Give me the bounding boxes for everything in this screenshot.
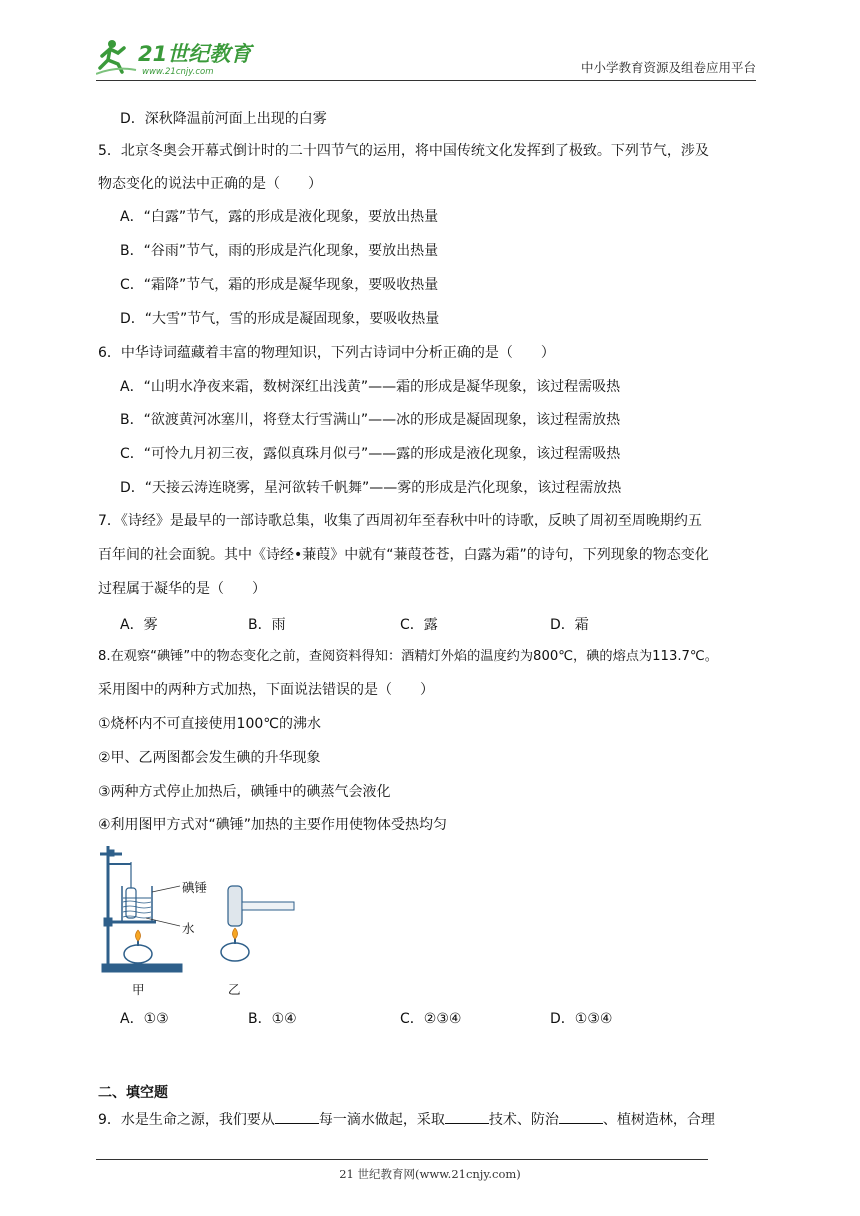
label-water: 水 bbox=[182, 921, 195, 936]
section-2-title: 二、填空题 bbox=[98, 1085, 168, 1101]
logo-url: www.21cnjy.com bbox=[142, 67, 214, 77]
q5-stem-line1: 5．北京冬奥会开幕式倒计时的二十四节气的运用，将中国传统文化发挥到了极致。下列节气，涉及 bbox=[98, 143, 709, 159]
flame-jia-icon bbox=[136, 930, 141, 941]
header-platform-text: 中小学教育资源及组卷应用平台 bbox=[580, 60, 756, 75]
q6-option-a: A．“山明水净夜来霜，数树深红出浅黄”——霜的形成是凝华现象，该过程需吸热 bbox=[120, 379, 621, 395]
q9-stem bbox=[98, 1110, 715, 1129]
q7-option-c: C．露 bbox=[400, 617, 438, 633]
q5-option-d: D．“大雪”节气，雪的形成是凝固现象，要吸收热量 bbox=[120, 311, 440, 327]
q5-option-c: C．“霜降”节气，霜的形成是凝华现象，要吸收热量 bbox=[120, 277, 439, 293]
q6-stem: 6．中华诗词蕴藏着丰富的物理知识，下列古诗词中分析正确的是（ ） bbox=[98, 345, 555, 361]
q7-option-d: D．霜 bbox=[550, 617, 589, 633]
header-divider bbox=[96, 80, 756, 81]
q9-blank-1[interactable] bbox=[275, 1110, 319, 1124]
q7-stem-line3: 过程属于凝华的是（ ） bbox=[98, 581, 266, 597]
q5-option-b: B．“谷雨”节气，雨的形成是汽化现象，要放出热量 bbox=[120, 243, 439, 259]
q6-option-b: B．“欲渡黄河冰塞川，将登太行雪满山”——冰的形成是凝固现象，该过程需放热 bbox=[120, 412, 621, 428]
q8-stem-line2: 采用图中的两种方式加热，下面说法错误的是（ ） bbox=[98, 682, 434, 698]
q9-part-2: 每一滴水做起，采取 bbox=[318, 1112, 445, 1128]
q8-option-a: A．①③ bbox=[120, 1011, 169, 1027]
apparatus-jia bbox=[100, 846, 182, 972]
q9-blank-3[interactable] bbox=[559, 1110, 603, 1124]
q8-statement-2: ②甲、乙两图都会发生碘的升华现象 bbox=[98, 750, 321, 766]
q9-part-3: 技术、防治 bbox=[488, 1112, 559, 1128]
q7-option-b: B．雨 bbox=[248, 617, 286, 633]
q8-statement-3: ③两种方式停止加热后，碘锤中的碘蒸气会液化 bbox=[98, 784, 391, 800]
q7-stem-line1: 7．《诗经》是最早的一部诗歌总集，收集了西周初年至春秋中叶的诗歌，反映了周初至周晚期约五 bbox=[98, 513, 702, 529]
q6-option-d: D．“天接云涛连晓雾，星河欲转千帆舞”——雾的形成是汽化现象，该过程需放热 bbox=[120, 480, 622, 496]
q8-statement-4: ④利用图甲方式对“碘锤”加热的主要作用使物体受热均匀 bbox=[98, 817, 448, 833]
q8-option-b: B．①④ bbox=[248, 1011, 297, 1027]
q7-stem-line2: 百年间的社会面貌。其中《诗经•蒹葭》中就有“蒹葭苍苍，白露为霜”的诗句，下列现象的物态变化 bbox=[98, 547, 709, 563]
runner-icon bbox=[96, 40, 136, 74]
q9-part-1: 9．水是生命之源，我们要从 bbox=[98, 1112, 275, 1128]
apparatus-yi bbox=[221, 886, 294, 961]
q8-statement-1: ①烧杯内不可直接使用100℃的沸水 bbox=[98, 716, 321, 732]
q5-option-a: A．“白露”节气，露的形成是液化现象，要放出热量 bbox=[120, 209, 439, 225]
q8-option-c: C．②③④ bbox=[400, 1011, 462, 1027]
q8-figure bbox=[96, 842, 306, 1000]
iodine-hammer-diagram bbox=[96, 842, 306, 1000]
q9-part-4: 、植树造林，合理 bbox=[602, 1112, 715, 1128]
footer-divider bbox=[96, 1159, 708, 1160]
q7-options bbox=[0, 614, 860, 634]
q9-blank-2[interactable] bbox=[445, 1110, 489, 1124]
q4-option-d: D．深秋降温前河面上出现的白雾 bbox=[120, 111, 327, 127]
footer-text: 21 世纪教育网(www.21cnjy.com) bbox=[339, 1167, 521, 1181]
logo-text: 21世纪教育 bbox=[138, 42, 252, 66]
page-header bbox=[96, 36, 756, 80]
q7-option-a: A．雾 bbox=[120, 617, 158, 633]
label-jia: 甲 bbox=[132, 982, 145, 997]
q6-option-c: C．“可怜九月初三夜，露似真珠月似弓”——露的形成是液化现象，该过程需吸热 bbox=[120, 446, 621, 462]
label-yi: 乙 bbox=[228, 982, 241, 997]
site-logo bbox=[96, 36, 266, 78]
q5-stem-line2: 物态变化的说法中正确的是（ ） bbox=[98, 176, 322, 192]
flame-yi-icon bbox=[233, 928, 238, 939]
q8-options bbox=[0, 1008, 860, 1028]
label-iodine-hammer: 碘锤 bbox=[182, 880, 208, 895]
q8-option-d: D．①③④ bbox=[550, 1011, 613, 1027]
q8-stem-line1: 8.在观察“碘锤”中的物态变化之前，查阅资料得知：酒精灯外焰的温度约为800℃，碘的熔点为113.7℃。 bbox=[98, 649, 718, 664]
